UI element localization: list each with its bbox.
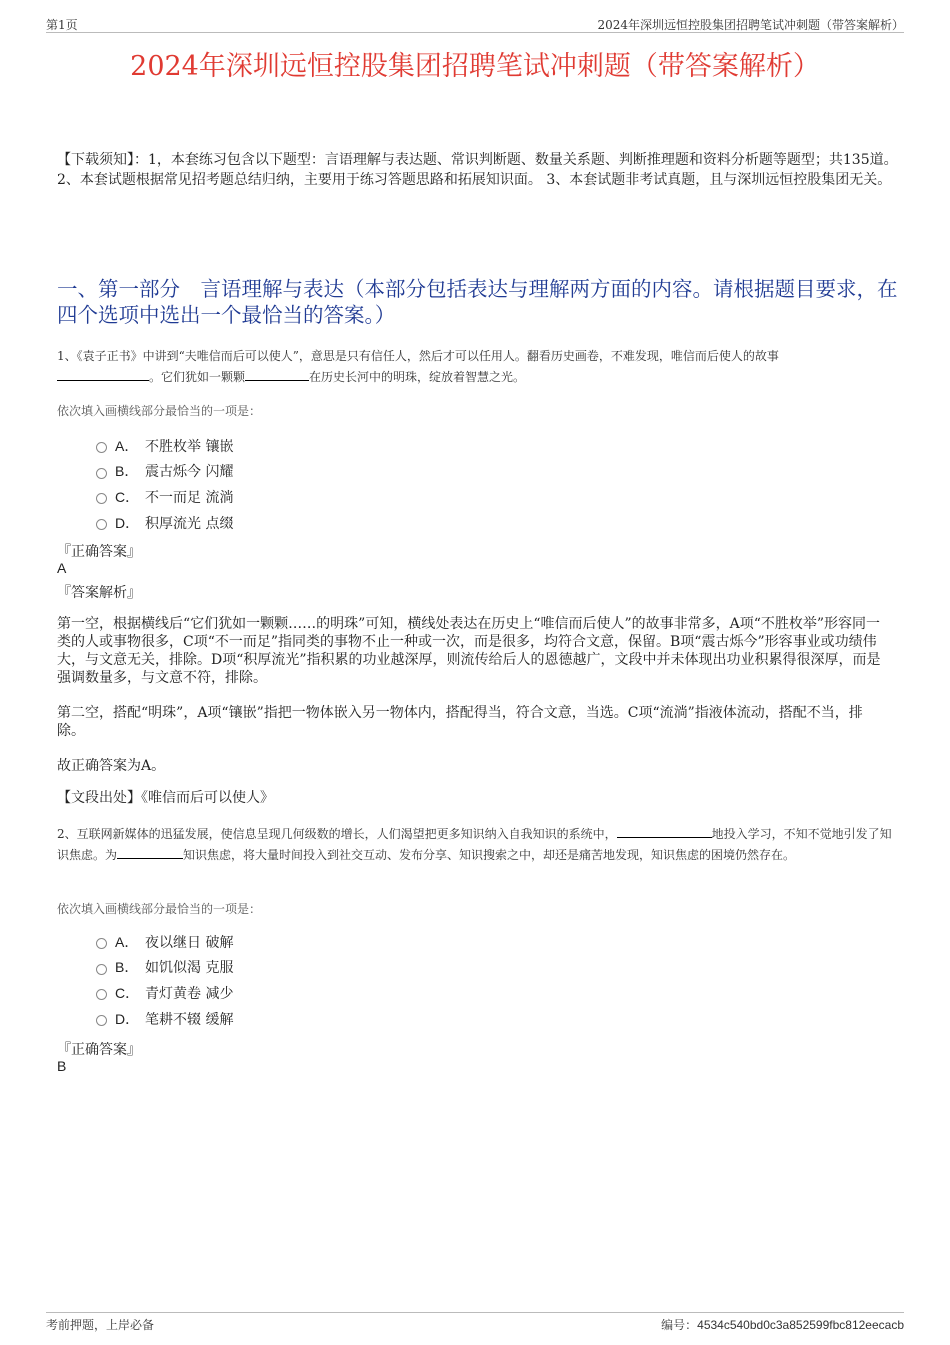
question-2-options [96,929,233,1031]
radio-icon[interactable] [96,938,107,949]
radio-icon[interactable] [96,1015,107,1026]
page-header [46,14,904,33]
question-2-stem: 2、互联网新媒体的迅猛发展，使信息呈现几何级数的增长，人们渴望把更多知识纳入自我知识的系统中， 地投入学习，不知不觉地引发了知识焦虑。为 知识焦虑，将大量时间投入到社交互动、发布分享、知识搜索之中，却还是痛苦地发现，知识焦虑的困境仍然存在。 [57,823,902,865]
document-id: 编号：4534c540bd0c3a852599fbc812eecacb [661,1318,904,1332]
radio-icon[interactable] [96,493,107,504]
source-citation: 【文段出处】《唯信而后可以使人》 [57,790,274,806]
radio-icon[interactable] [96,519,107,530]
radio-icon[interactable] [96,989,107,1000]
header-doc-title: 2024年深圳远恒控股集团招聘笔试冲刺题（带答案解析） [597,18,904,32]
page-footer [46,1312,904,1333]
analysis-conclusion: 故正确答案为A。 [57,758,166,774]
option-d[interactable]: D． 笔耕不辍 缓解 [96,1006,233,1032]
option-a[interactable]: A． 不胜枚举 镶嵌 [96,433,233,459]
radio-icon[interactable] [96,964,107,975]
analysis-label: 『答案解析』 [57,585,141,601]
option-c[interactable]: C． 不一而足 流淌 [96,484,233,510]
radio-icon[interactable] [96,442,107,453]
blank-line [57,366,149,381]
question-2-hint: 依次填入画横线部分最恰当的一项是： [57,902,262,916]
radio-icon[interactable] [96,468,107,479]
question-1-options [96,433,233,535]
page-number: 第1页 [46,18,78,32]
question-1-hint: 依次填入画横线部分最恰当的一项是： [57,404,262,418]
option-c[interactable]: C． 青灯黄卷 减少 [96,980,233,1006]
download-notice: 【下载须知】：1，本套练习包含以下题型：言语理解与表达题、常识判断题、数量关系题、判断推理题和资料分析题等题型；共135道。 2、本套试题根据常见招考题总结归纳，主要用于练习答题思路和拓展知识面。 3、本套试题非考试真题，且与深圳远恒控股集团无关。 [57,152,898,188]
answer-value: B [57,1058,67,1074]
option-a[interactable]: A． 夜以继日 破解 [96,929,233,955]
option-b[interactable]: B． 如饥似渴 克服 [96,955,233,981]
question-1-stem: 1、《袁子正书》中讲到“夫唯信而后可以使人”，意思是只有信任人，然后才可以任用人。翻看历史画卷，不难发现，唯信而后使人的故事 。它们犹如一颗颗 在历史长河中的明珠，绽放着智慧之光。 [57,349,779,384]
answer-label: 『正确答案』 [57,544,141,560]
blank-line [245,366,309,381]
option-d[interactable]: D． 积厚流光 点缀 [96,510,233,536]
analysis-paragraph-1: 第一空，根据横线后“它们犹如一颗颗……的明珠”可知，横线处表达在历史上“唯信而后使人”的故事非常多，A项“不胜枚举”形容同一类的人或事物很多，C项“不一而足”指同类的事物不止一种或一次，而是很多，均符合文意，保留。B项“震古烁今”形容事业或功绩伟大，与文意无关，排除。D项“积厚流光”指积累的功业越深厚，则流传给后人的恩德越广，文段中并未体现出功业积累得很深厚，而是强调数量多，与文意不符，排除。 [57,616,881,686]
answer-label: 『正确答案』 [57,1042,141,1058]
analysis-paragraph-2: 第二空，搭配“明珠”，A项“镶嵌”指把一物体嵌入另一物体内，搭配得当，符合文意，当选。C项“流淌”指液体流动，搭配不当，排除。 [57,705,863,739]
section-title: 一、第一部分 言语理解与表达（本部分包括表达与理解两方面的内容。请根据题目要求，在四个选项中选出一个最恰当的答案。） [57,277,898,327]
footer-slogan: 考前押题，上岸必备 [46,1318,155,1332]
answer-value: A [57,560,67,576]
blank-line [117,844,183,859]
option-b[interactable]: B． 震古烁今 闪耀 [96,459,233,485]
document-title: 2024年深圳远恒控股集团招聘笔试冲刺题（带答案解析） [130,51,820,82]
blank-line [617,823,712,838]
